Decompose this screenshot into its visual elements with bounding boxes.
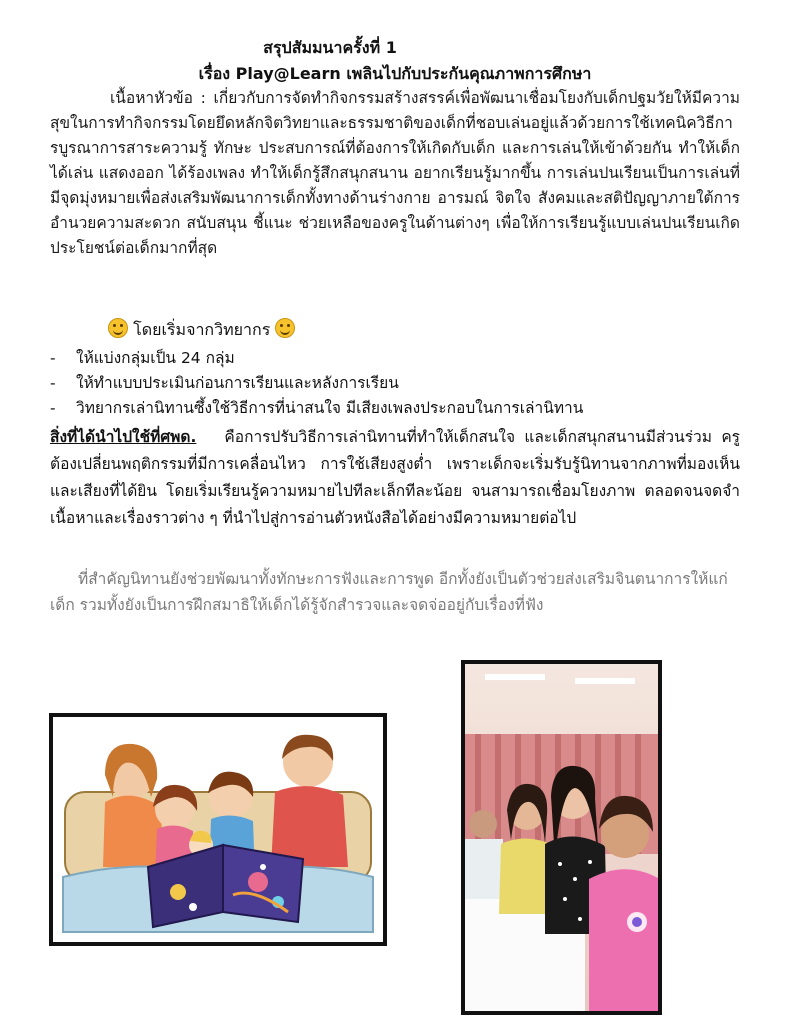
dash-icon: - <box>50 349 56 367</box>
content-paragraph: เนื้อหาหัวข้อ : เกี่ยวกับการจัดทำกิจกรรมสร้างสรรค์เพื่อพัฒนาเชื่อมโยงกับเด็กปฐมวัยให้มีความสุขในการทำกิจกรรมโดยยึดหลักจิตวิทยาและธรรมชาติของเด็กที่ชอบเล่นอยู่แล้วด้วยการใช้เทคนิควิธีการบูรณาการสาระความรู้ ทักษะ ประสบการณ์ที่ต้องการให้เกิดกับเด็ก และการเล่นให้เข้าด้วยกัน ทำให้เด็กได้เล่น แสดงออก ได้ร้องเพลง ทำให้เด็กรู้สึกสนุกสนาน อยากเรียนรู้มากขึ้น การเล่นปนเรียนเป็นการเล่นที่มีจุดมุ่งหมายเพื่อส่งเสริมพัฒนาการเด็กทั้งทางด้านร่างกาย อารมณ์ จิตใจ สังคมและสติปัญญาภายใต้การอำนวยความสะดวก สนับสนุน ชี้แนะ ช่วยเหลือของครูในด้านต่างๆ เพื่อให้การเรียนรู้แบบเล่นปนเรียนเกิดประโยชน์ต่อเด็กมากที่สุด <box>50 89 740 257</box>
application-lead: สิ่งที่ได้นำไปใช้ที่ศพด. <box>50 428 197 446</box>
bullet-list <box>50 346 740 421</box>
list-item <box>50 346 740 371</box>
cartoon-image-frame <box>49 713 387 946</box>
application-text: คือการปรับวิธีการเล่านิทานที่ทำให้เด็กสนใจ และเด็กสนุกสนานมีส่วนร่วม ครูต้องเปลี่ยนพฤติกรรมที่มีการเคลื่อนไหว การใช้เสียงสูงต่ำ เพราะเด็กจะเริ่มรับรู้นิทานจากภาพที่มองเห็นและเสียงที่ได้ยิน โดยเริ่มเรียนรู้ความหมายไปทีละเล็กทีละน้อย จนสามารถเชื่อมโยงภาพ ตลอดจนจดจำเนื้อหาและเรื่องราวต่าง ๆ ที่นำไปสู่การอ่านตัวหนังสือได้อย่างมีความหมายต่อไป <box>50 428 741 527</box>
application-paragraph <box>50 424 740 532</box>
lecturer-heading-text: โดยเริ่มจากวิทยากร <box>133 320 271 339</box>
list-item <box>50 371 740 396</box>
lecturer-heading <box>108 318 295 343</box>
document-subtitle: เรื่อง Play@Learn เพลินไปกับประกันคุณภาพการศึกษา <box>198 64 592 83</box>
smiley-icon <box>275 318 295 338</box>
photo-image-frame <box>461 660 662 1015</box>
dash-icon: - <box>50 399 56 417</box>
bullet-text: ให้ทำแบบประเมินก่อนการเรียนและหลังการเรียน <box>76 374 399 392</box>
smiley-icon <box>108 318 128 338</box>
bullet-text: วิทยากรเล่านิทานซึ้งใช้วิธีการที่น่าสนใจ มีเสียงเพลงประกอบในการเล่านิทาน <box>76 399 584 417</box>
document-title: สรุปสัมมนาครั้งที่ 1 <box>263 38 397 57</box>
dash-icon: - <box>50 374 56 392</box>
list-item <box>50 396 740 421</box>
bullet-text: ให้แบ่งกลุ่มเป็น 24 กลุ่ม <box>76 349 235 367</box>
importance-paragraph: ที่สำคัญนิทานยังช่วยพัฒนาทั้งทักษะการฟังและการพูด อีกทั้งยังเป็นตัวช่วยส่งเสริมจินตนาการให้แก่เด็ก รวมทั้งยังเป็นการฝึกสมาธิให้เด็กได้รู้จักสำรวจและจดจ่ออยู่กับเรื่องที่ฟัง <box>50 570 728 614</box>
family-reading-illustration <box>53 717 383 942</box>
seminar-selfie-photo <box>465 664 658 1011</box>
